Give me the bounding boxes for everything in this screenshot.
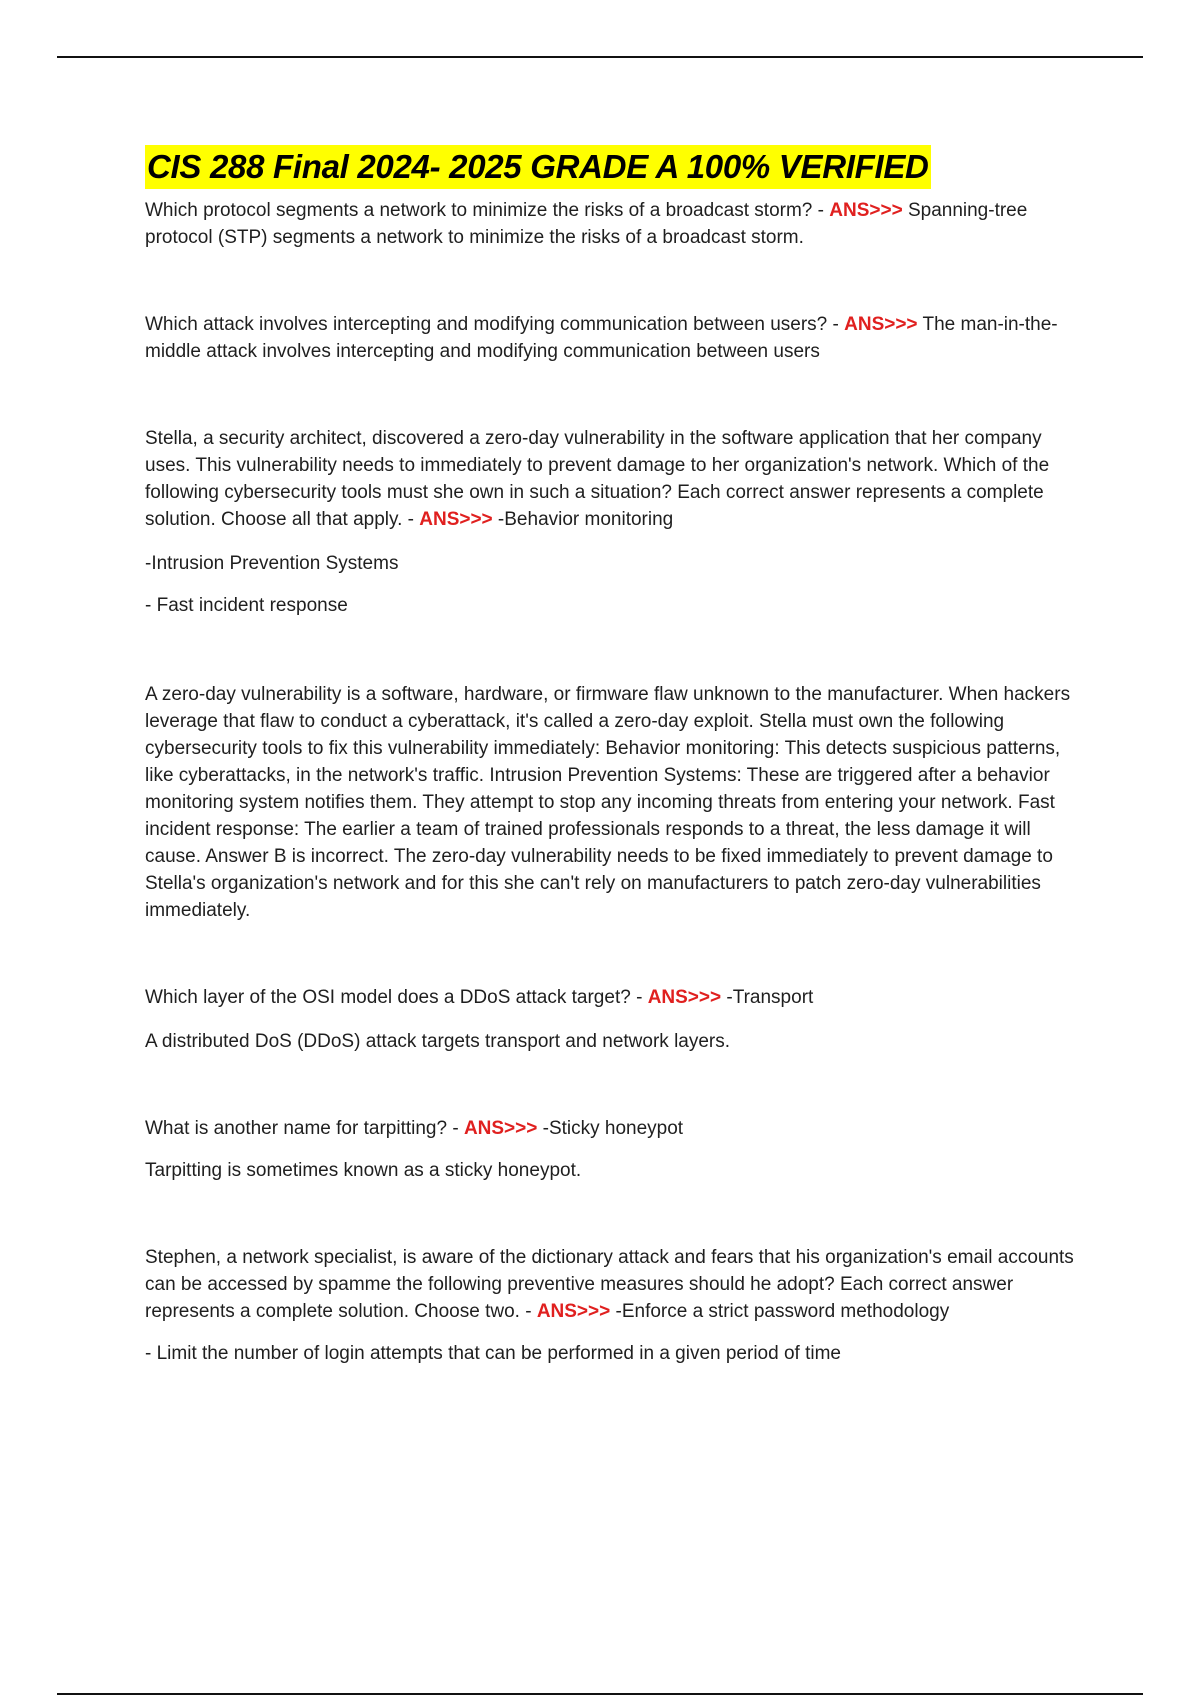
answer-text: -Behavior monitoring: [492, 509, 674, 530]
answer-extra: -Intrusion Prevention Systems: [145, 553, 399, 574]
qa-text: [145, 984, 1085, 1011]
explanation: A zero-day vulnerability is a software, hardware, or firmware flaw unknown to the manufacturer. When hackers leverage that flaw to conduct a cyberattack, it's called a zero-day exploit. Stella must own the following cybersecurity tools to fix this vulnerability immediately: Behavior monitoring: This detects suspicious patterns, like cyberattacks, in the network's traffic. Intrusion Prevention Systems: These are triggered after a behavior monitoring system notifies them. They attempt to stop any incoming threats from entering your network. Fast incident response: The earlier a team of trained professionals responds to a threat, the less damage it will cause. Answer B is incorrect. The zero-day vulnerability needs to be fixed immediately to prevent damage to Stella's organization's network and for this she can't rely on manufacturers to patch zero-day vulnerabilities immediately.: [145, 684, 1071, 921]
qa-item-6: [145, 1244, 1085, 1367]
qa-item-5: [145, 1115, 1085, 1184]
document-title: CIS 288 Final 2024- 2025 GRADE A 100% VERIFIED: [145, 145, 931, 189]
answer-text: -Transport: [721, 987, 814, 1008]
answer-extra: A distributed DoS (DDoS) attack targets transport and network layers.: [145, 1031, 731, 1052]
question-text: What is another name for tarpitting? -: [145, 1118, 464, 1139]
answer-text: The man-in-the-middle attack involves intercepting and modifying communication between users: [145, 314, 1058, 362]
document-body: [145, 145, 1085, 1367]
qa-item-4: [145, 984, 1085, 1055]
ans-marker: ANS>>>: [829, 200, 903, 221]
question-text: Which attack involves intercepting and modifying communication between users? -: [145, 314, 845, 335]
footer-rule: [57, 1693, 1143, 1695]
ans-marker: ANS>>>: [536, 1301, 611, 1322]
qa-item-3: [145, 425, 1085, 924]
ans-marker: ANS>>>: [844, 314, 918, 335]
question-text: Which protocol segments a network to minimize the risks of a broadcast storm? -: [145, 200, 830, 221]
qa-text: [145, 1115, 1085, 1142]
question-text: Stella, a security architect, discovered a zero-day vulnerability in the software application that her company uses. This vulnerability needs to immediately to prevent damage to her organization's network. Which of the following cybersecurity tools must she own in such a situation? Each correct answer represents a complete solution. Choose all that apply. -: [145, 428, 1050, 530]
answer-text: -Sticky honeypot: [537, 1118, 684, 1139]
answer-text: Spanning-tree protocol (STP) segments a network to minimize the risks of a broadcast storm.: [145, 200, 1028, 248]
question-text: Stephen, a network specialist, is aware of the dictionary attack and fears that his organization's email accounts can be accessed by spamme the following preventive measures should he adopt? Each correct answer represents a complete solution. Choose two. -: [145, 1247, 1074, 1322]
answer-extra: - Fast incident response: [145, 595, 348, 616]
qa-item-1: [145, 197, 1085, 251]
ans-marker: ANS>>>: [419, 509, 493, 530]
header-rule: [57, 56, 1143, 58]
qa-text: [145, 1244, 1085, 1325]
answer-extra: - Limit the number of login attempts that can be performed in a given period of time: [145, 1343, 841, 1364]
answer-extra: Tarpitting is sometimes known as a sticky honeypot.: [145, 1160, 582, 1181]
qa-text: [145, 311, 1085, 365]
qa-text: [145, 197, 1085, 251]
qa-text: [145, 425, 1085, 533]
answer-text: -Enforce a strict password methodology: [610, 1301, 950, 1322]
ans-marker: ANS>>>: [463, 1118, 538, 1139]
ans-marker: ANS>>>: [647, 987, 722, 1008]
question-text: Which layer of the OSI model does a DDoS attack target? -: [145, 987, 648, 1008]
qa-item-2: [145, 311, 1085, 365]
